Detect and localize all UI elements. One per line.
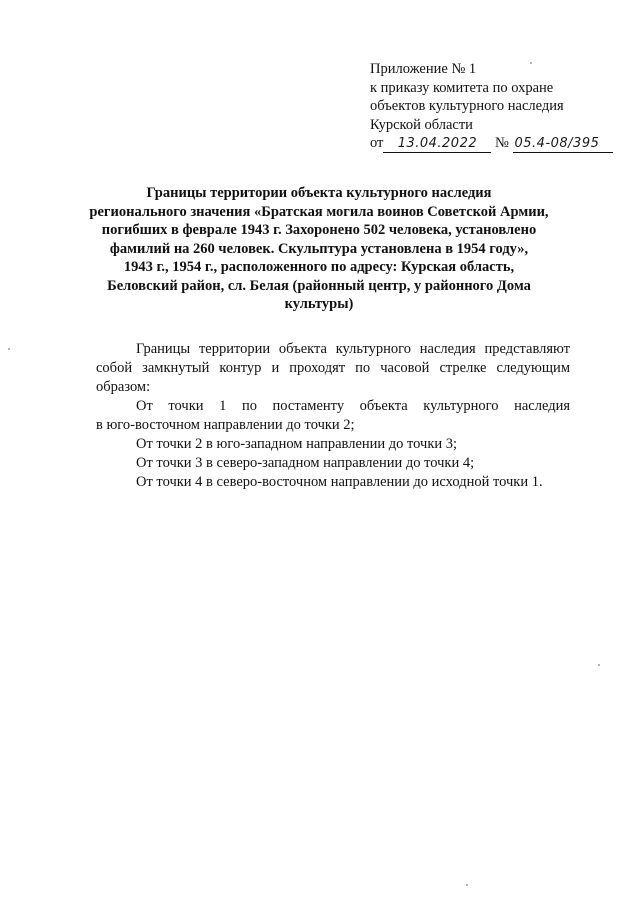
title-line: фамилий на 260 человек. Скульптура установлена в 1954 году», xyxy=(109,240,529,257)
intro-paragraph xyxy=(96,340,570,397)
appendix-committee-line: объектов культурного наследия xyxy=(370,98,564,114)
order-date-field xyxy=(383,135,491,153)
appendix-header xyxy=(370,60,620,153)
paragraph-line: Границы территории объекта культурного наследия представляют xyxy=(136,341,570,357)
title-line: погибших в феврале 1943 г. Захоронено 502 человека, установлено xyxy=(101,222,537,238)
appendix-order-line: к приказу комитета по охране xyxy=(370,79,554,96)
document-body xyxy=(96,340,570,492)
boundary-step-4 xyxy=(96,473,570,492)
paragraph-line: в юго-восточном направлении до точки 2; xyxy=(96,417,355,433)
paragraph-line: От точки 4 в северо-восточном направлении до исходной точки 1. xyxy=(136,474,543,490)
paragraph-line: собой замкнутый контур и проходят по часовой стрелке следующим xyxy=(96,360,570,376)
title-line: Беловский район, сл. Белая (районный центр, у районного Дома xyxy=(107,277,531,294)
order-reference xyxy=(370,134,620,153)
order-number-field xyxy=(513,135,613,153)
number-label: № xyxy=(495,135,509,151)
scan-speck xyxy=(8,348,10,350)
boundary-step-1 xyxy=(96,397,570,435)
from-label: от xyxy=(370,135,384,151)
scan-speck xyxy=(466,884,468,886)
title-line: 1943 г., 1954 г., расположенного по адресу: Курская область, xyxy=(123,259,515,275)
paragraph-line: образом: xyxy=(96,379,151,395)
paragraph-line: От точки 1 по постаменту объекта культурного наследия xyxy=(136,398,570,414)
appendix-number: Приложение № 1 xyxy=(370,61,477,77)
appendix-region-line: Курской области xyxy=(370,116,473,133)
title-line: Границы территории объекта культурного наследия xyxy=(146,185,492,201)
document-title xyxy=(88,184,550,314)
title-line: культуры) xyxy=(284,296,354,312)
order-date: 13.04.2022 xyxy=(397,136,478,151)
boundary-step-2 xyxy=(96,435,570,454)
scan-speck xyxy=(598,664,600,666)
paragraph-line: От точки 2 в юго-западном направлении до точки 3; xyxy=(136,436,458,452)
boundary-step-3 xyxy=(96,454,570,473)
paragraph-line: От точки 3 в северо-западном направлении до точки 4; xyxy=(136,455,475,471)
order-number: 05.4-08/395 xyxy=(514,136,600,151)
scan-speck xyxy=(530,62,532,64)
title-line: регионального значения «Братская могила воинов Советской Армии, xyxy=(89,203,549,220)
